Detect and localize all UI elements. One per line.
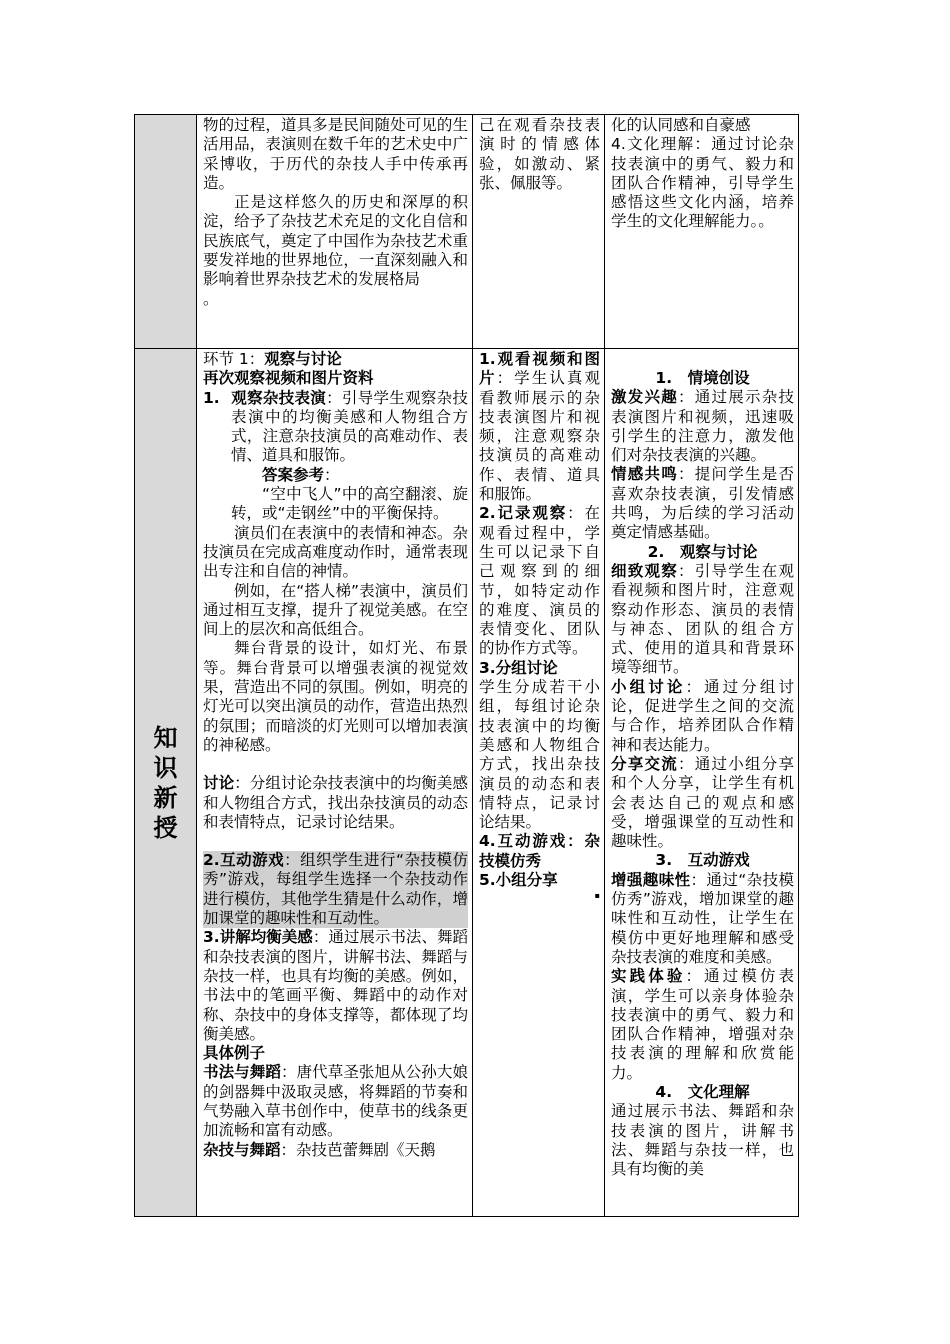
paragraph: 增强趣味性：通过“杂技模仿秀”游戏，增加课堂的趣味性和互动性，让学生在模仿中更好地理解和感受杂技表演的难度和美感。 (611, 870, 794, 966)
paragraph-heading: 4.互动游戏：杂技模仿秀 (479, 832, 600, 870)
answer-heading: 答案参考： (262, 465, 340, 484)
table-row-continued (135, 115, 799, 349)
paragraph: 舞台背景的设计，如灯光、布景等。舞台背景可以增强表演的视觉效果，营造出不同的氛围。例如，明亮的灯光可以突出演员的动作，营造出热烈的氛围；而暗淡的灯光则可以增加表演的神秘感。 (203, 639, 468, 754)
side-label-cell (135, 115, 197, 349)
paragraph: “空中飞人”中的高空翻滚、旋转，或“走钢丝”中的平衡保持。 (231, 485, 468, 523)
section-heading: 3. 互动游戏 (655, 851, 750, 870)
paragraph: 细致观察：引导学生在观看视频和图片时，注意观察动作形态、演员的表情与神态、团队的组合方式、使用的道具和背景环境等细节。 (611, 561, 794, 677)
list-item: 1. 观察杂技表演：引导学生观察杂技表演中的均衡美感和人物组合方式，注意杂技演员的高难动作、表情、道具和服饰。 (203, 388, 468, 465)
side-label-cell (135, 349, 197, 1217)
paragraph: 激发兴趣：通过展示杂技表演图片和视频，迅速吸引学生的注意力，激发他们对杂技表演的兴趣。 (611, 388, 794, 465)
section-heading: 1. 情境创设 (655, 369, 750, 387)
paragraph: 书法与舞蹈：唐代草圣张旭从公孙大娘的剑器舞中汲取灵感，将舞蹈的节奏和气势融入草书创作中，使草书的线条更加流畅和富有动感。 (203, 1063, 468, 1140)
bullet-marker: ▪ (594, 891, 600, 901)
paragraph-heading: 3.分组讨论 (479, 658, 558, 677)
student-activity-cell (473, 115, 605, 349)
paragraph: 己在观看杂技表演时的情感体验，如激动、紧张、佩服等。 (479, 116, 600, 192)
table-row-new-knowledge (135, 349, 799, 1217)
paragraph: 化的认同感和自豪感 (611, 116, 751, 134)
paragraph: 讨论：分组讨论杂技表演中的均衡美感和人物组合方式，找出杂技演员的动态和表情特点，记录讨论结果。 (203, 774, 468, 831)
student-activity-cell (473, 349, 605, 1217)
design-intent-cell (605, 349, 799, 1217)
paragraph: 演员们在表演中的表情和神态。杂技演员在完成高难度动作时，通常表现出专注和自信的神情。 (203, 523, 468, 581)
paragraph: 小组讨论：通过分组讨论，促进学生之间的交流与合作，培养团队合作精神和表达能力。 (611, 677, 794, 754)
paragraph: 物的过程，道具多是民间随处可见的生活用品，表演则在数千年的艺术史中广采博收，于历代的杂技人手中传承再造。 (203, 116, 468, 192)
paragraph: 学生分成若干小组，每组讨论杂技表演中的均衡美感和人物组合方式，找出杂技演员的动态和表情特点，记录讨论结果。 (479, 678, 600, 832)
content-cell (197, 349, 473, 1217)
step-heading: 环节 1：观察与讨论 (203, 350, 342, 368)
paragraph: 1.观看视频和图片：学生认真观看教师展示的杂技表演图片和视频，注意观察杂技演员的高难动作、表情、道具和服饰。 (479, 350, 600, 504)
paragraph-heading: 具体例子 (203, 1044, 266, 1063)
highlighted-paragraph: 2.互动游戏：组织学生进行“杂技模仿秀”游戏，每组学生选择一个杂技动作进行模仿，其他学生猜是什么动作，增加课堂的趣味性和互动性。 (203, 851, 468, 928)
paragraph: 情感共鸣：提问学生是否喜欢杂技表演，引发情感共鸣，为后续的学习活动奠定情感基础。 (611, 465, 794, 542)
paragraph: 3.讲解均衡美感：通过展示书法、舞蹈和杂技表演的图片，讲解书法、舞蹈与杂技一样，也具有均衡的美感。例如，书法中的笔画平衡、舞蹈中的动作对称、杂技中的身体支撑等，都体现了均衡美感。 (203, 928, 468, 1043)
content-cell (197, 115, 473, 349)
paragraph-heading: 5.小组分享 (479, 871, 558, 890)
paragraph: 分享交流：通过小组分享和个人分享，让学生有机会表达自己的观点和感受，增强课堂的互动性和趣味性。 (611, 754, 794, 851)
paragraph: 实践体验：通过模仿表演，学生可以亲身体验杂技表演中的勇气、毅力和团队合作精神，增强对杂技表演的理解和欣赏能力。 (611, 967, 794, 1082)
paragraph: 例如，在“搭人梯”表演中，演员们通过相互支撑，提升了视觉美感。在空间上的层次和高低组合。 (203, 581, 468, 639)
paragraph: 通过展示书法、舞蹈和杂技表演的图片，讲解书法、舞蹈与杂技一样，也具有均衡的美 (611, 1102, 794, 1179)
paragraph: 4.文化理解：通过讨论杂技表演中的勇气、毅力和团队合作精神，引导学生感悟这些文化内涵，培养学生的文化理解能力。。 (611, 135, 794, 231)
section-label: 知 识 新 授 (153, 723, 178, 842)
design-intent-cell (605, 115, 799, 349)
lesson-plan-table (134, 114, 799, 1217)
paragraph: 杂技与舞蹈：杂技芭蕾舞剧《天鹅 (203, 1140, 436, 1159)
paragraph: 2.记录观察：在观看过程中，学生可以记录下自己观察到的细节，如特定动作的难度、演员的表情变化、团队的协作方式等。 (479, 504, 600, 658)
section-heading: 4. 文化理解 (655, 1082, 750, 1101)
step-subheading: 再次观察视频和图片资料 (203, 369, 374, 388)
section-heading: 2. 观察与讨论 (647, 542, 758, 561)
paragraph: 。 (203, 289, 219, 308)
paragraph: 正是这样悠久的历史和深厚的积淀，给予了杂技艺术充足的文化自信和民族底气，奠定了中国作为杂技艺术重要发祥地的世界地位，一直深刻融入和影响着世界杂技艺术的发展格局 (203, 193, 468, 289)
